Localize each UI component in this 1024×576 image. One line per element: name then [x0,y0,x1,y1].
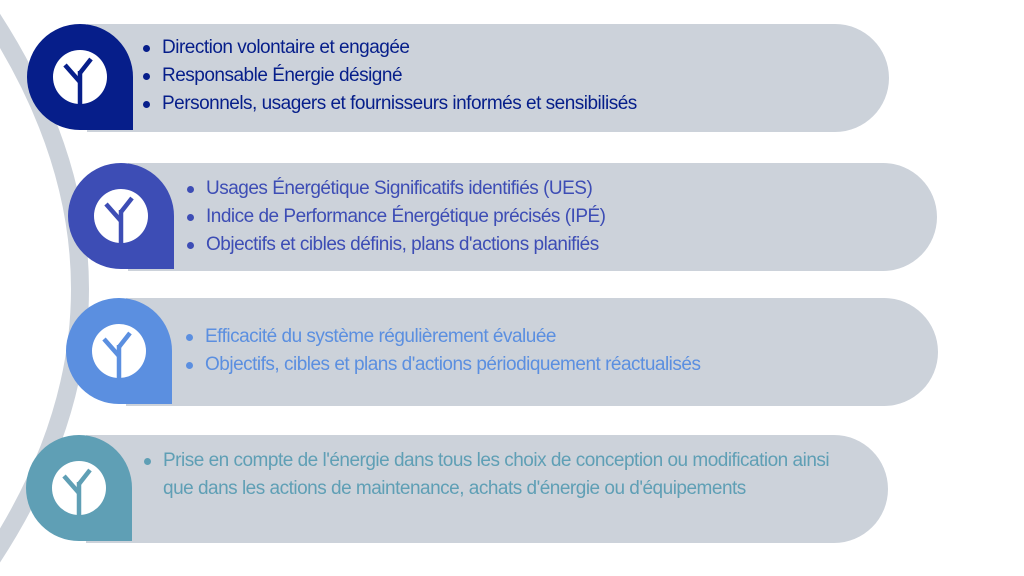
block-1-item-3: Personnels, usagers et fournisseurs informés et sensibilisés [142,90,862,118]
block-2-item-1: Usages Énergétique Significatifs identifiés (UES) [186,175,906,203]
block-2-item-2: Indice de Performance Énergétique précisés (IPÉ) [186,203,906,231]
block-1-list [142,34,862,118]
block-2-tab [68,163,174,269]
block-3-item-2: Objectifs, cibles et plans d'actions périodiquement réactualisés [185,351,905,379]
block-1-item-1: Direction volontaire et engagée [142,34,862,62]
block-3-list [185,323,905,379]
block-2 [68,163,937,271]
block-1-item-2: Responsable Énergie désigné [142,62,862,90]
block-4-list [143,447,843,503]
block-3-tab [66,298,172,404]
block-2-list [186,175,906,259]
block-4 [26,435,888,543]
block-4-tab [26,435,132,541]
block-4-item-1: Prise en compte de l'énergie dans tous les choix de conception ou modification ainsi que dans les actions de maintenance, achats d'énergie ou d'équipements [143,447,843,503]
block-1 [27,24,889,132]
block-3-item-1: Efficacité du système régulièrement évaluée [185,323,905,351]
block-1-tab [27,24,133,130]
leaf-icon [93,188,149,244]
leaf-icon [91,323,147,379]
leaf-icon [52,49,108,105]
block-2-item-3: Objectifs et cibles définis, plans d'actions planifiés [186,231,906,259]
leaf-icon [51,460,107,516]
block-3 [66,298,938,406]
